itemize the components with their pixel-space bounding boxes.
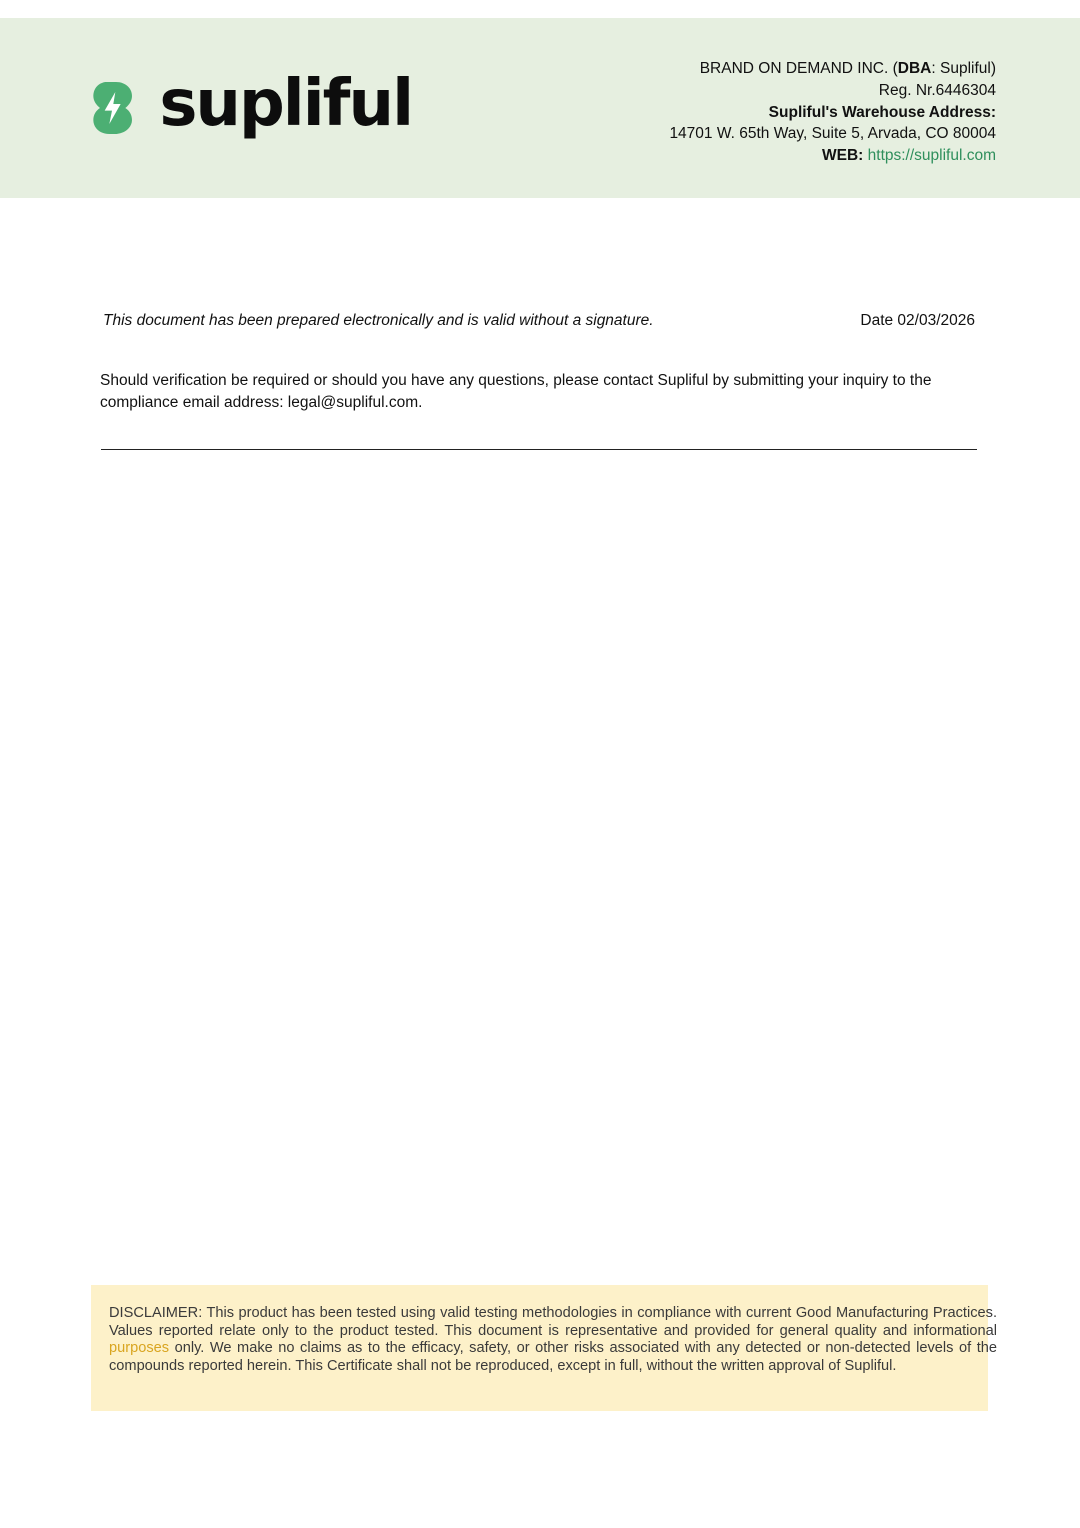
document-date: Date 02/03/2026: [860, 312, 975, 329]
company-info: [669, 58, 996, 167]
disclaimer-text: [109, 1305, 997, 1375]
reg-number: Reg. Nr.6446304: [878, 81, 996, 99]
dba-value: : Supliful): [931, 60, 996, 77]
logo-wordmark: supliful: [159, 67, 412, 141]
divider-line: [101, 449, 977, 450]
website-link[interactable]: https://supliful.com: [867, 147, 996, 165]
warehouse-label: [669, 102, 996, 124]
disclaimer-part-1: DISCLAIMER: This product has been tested using valid testing methodologies in compliance with current Good Manufacturing Practices. Values reported relate only to the product tested. This document is representative and provided for general quality and informational: [109, 1305, 997, 1339]
web-line: [669, 145, 996, 167]
verification-paragraph: Should verification be required or should you have any questions, please contact Supliful by submitting your inquiry to the compliance email address: legal@supliful.com.: [100, 372, 932, 411]
disclaimer-part-2: only. We make no claims as to the efficacy, safety, or other risks associated with any detected or non-detected levels of the compounds reported herein. This Certificate shall not be reproduced, except in full, without the written approval of Supliful.: [109, 1340, 997, 1374]
warehouse-address: 14701 W. 65th Way, Suite 5, Arvada, CO 80004: [669, 125, 996, 143]
lightning-bolt-icon: [92, 68, 133, 148]
supliful-logo: [92, 60, 412, 156]
disclaimer-highlight: purposes: [109, 1340, 170, 1357]
electronic-signature-notice: This document has been prepared electronically and is valid without a signature.: [103, 312, 654, 329]
company-name: BRAND ON DEMAND INC. (: [699, 60, 898, 77]
warehouse-label-text: Supliful's Warehouse Address:: [768, 103, 996, 121]
web-label: WEB:: [822, 147, 864, 165]
company-name-line: [669, 58, 996, 80]
dba-label: DBA: [897, 60, 932, 77]
